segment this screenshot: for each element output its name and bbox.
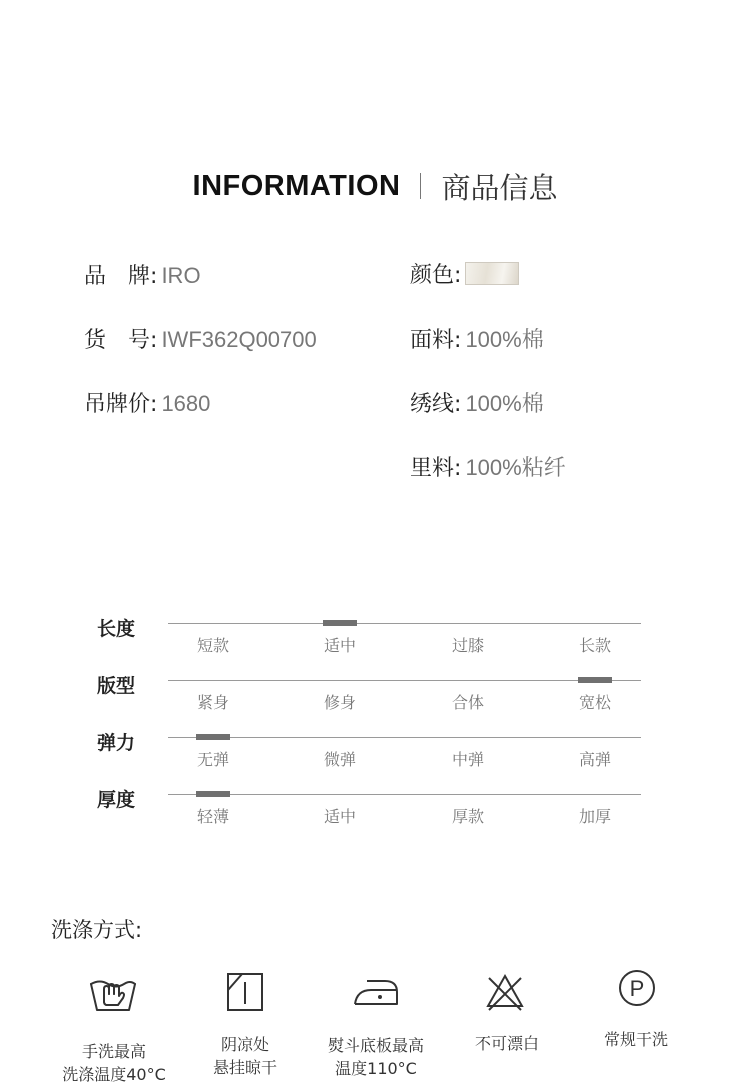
care-line: 洗涤温度40°C xyxy=(62,1065,166,1084)
attribute-option: 加厚 xyxy=(578,807,611,826)
info-fabric-value: 100%棉 xyxy=(465,327,544,352)
attribute-scale-line xyxy=(168,737,641,738)
attribute-option: 修身 xyxy=(323,693,356,712)
info-thread xyxy=(410,389,544,420)
care-line: 悬挂晾干 xyxy=(212,1058,277,1077)
attribute-scale-line xyxy=(168,623,641,624)
hand-wash-text xyxy=(44,1040,184,1086)
info-price xyxy=(84,389,210,420)
colon: : xyxy=(150,328,158,353)
attribute-option: 长款 xyxy=(578,636,611,655)
care-line: 熨斗底板最高 xyxy=(327,1036,424,1055)
info-color xyxy=(410,261,519,291)
info-color-label: 颜色 xyxy=(410,263,455,288)
care-line: 阴凉处 xyxy=(220,1035,269,1054)
washing-title: 洗涤方式: xyxy=(51,918,143,942)
care-line: 手洗最高 xyxy=(81,1042,146,1061)
title-en: INFORMATION xyxy=(192,169,401,202)
no-bleach-text xyxy=(437,1032,577,1055)
attribute-option: 高弹 xyxy=(578,750,611,769)
info-thread-value: 100%棉 xyxy=(465,391,544,416)
attribute-label: 版型 xyxy=(97,675,136,697)
colon: : xyxy=(150,264,158,289)
attribute-marker xyxy=(196,791,230,797)
dry-clean-p-icon xyxy=(617,968,657,1008)
colon: : xyxy=(454,263,462,288)
attribute-option: 过膝 xyxy=(451,636,484,655)
attribute-option: 厚款 xyxy=(451,807,484,826)
shade-dry-icon xyxy=(226,972,264,1012)
info-brand xyxy=(84,261,201,292)
colon: : xyxy=(454,392,462,417)
attribute-label: 弹力 xyxy=(97,732,136,754)
title-divider xyxy=(420,173,421,199)
info-sku-label: 货 号 xyxy=(84,328,151,353)
attribute-option: 合体 xyxy=(451,693,484,712)
info-fabric xyxy=(410,325,544,356)
care-line: 温度110°C xyxy=(335,1059,417,1078)
attribute-option: 适中 xyxy=(323,807,356,826)
info-sku xyxy=(84,325,317,356)
info-brand-label: 品 牌 xyxy=(84,264,151,289)
info-price-label: 吊牌价 xyxy=(84,392,151,417)
attribute-option: 无弹 xyxy=(196,750,229,769)
colon: : xyxy=(454,456,462,481)
info-brand-value: IRO xyxy=(161,263,201,288)
attribute-option: 轻薄 xyxy=(196,807,229,826)
info-lining-value: 100%粘纤 xyxy=(465,455,566,480)
iron-text xyxy=(306,1034,446,1080)
colon: : xyxy=(150,392,158,417)
attribute-label: 长度 xyxy=(97,618,136,640)
no-bleach-icon xyxy=(485,972,525,1012)
attribute-marker xyxy=(196,734,230,740)
attribute-scale-line xyxy=(168,794,641,795)
info-price-value: 1680 xyxy=(161,391,211,416)
info-fabric-label: 面料 xyxy=(410,328,455,353)
svg-text:P: P xyxy=(629,976,645,1001)
attribute-option: 适中 xyxy=(323,636,356,655)
info-lining-label: 里料 xyxy=(410,456,455,481)
color-swatch xyxy=(465,262,519,285)
shade-dry-text xyxy=(175,1033,315,1079)
attribute-option: 微弹 xyxy=(323,750,356,769)
title-cn: 商品信息 xyxy=(441,170,558,205)
iron-icon xyxy=(353,976,399,1008)
care-line: 常规干洗 xyxy=(603,1030,668,1049)
attribute-option: 中弹 xyxy=(451,750,484,769)
info-thread-label: 绣线 xyxy=(410,392,455,417)
hand-wash-icon xyxy=(88,972,138,1016)
colon: : xyxy=(454,328,462,353)
attribute-scale-line xyxy=(168,680,641,681)
info-sku-value: IWF362Q00700 xyxy=(161,327,317,352)
care-line: 不可漂白 xyxy=(474,1034,539,1053)
dry-clean-text xyxy=(566,1028,706,1051)
info-lining xyxy=(410,453,566,484)
attribute-option: 短款 xyxy=(196,636,229,655)
section-title xyxy=(0,166,750,206)
attribute-option: 紧身 xyxy=(196,693,229,712)
attribute-option: 宽松 xyxy=(578,693,611,712)
attribute-label: 厚度 xyxy=(97,789,136,811)
attribute-marker xyxy=(323,620,357,626)
attribute-marker xyxy=(578,677,612,683)
